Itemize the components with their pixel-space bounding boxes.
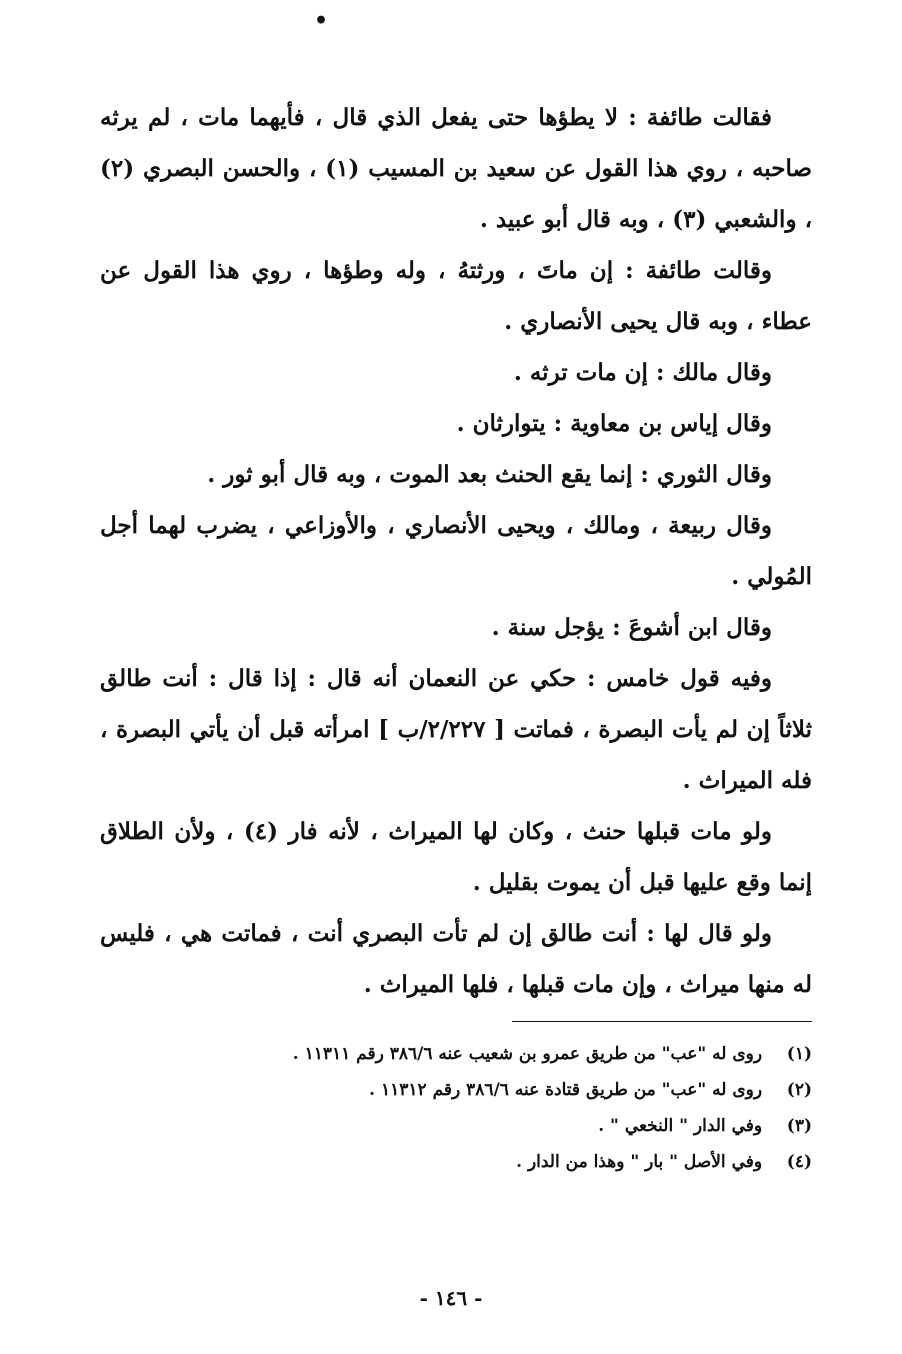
paragraph-9: ولو مات قبلها حنث ، وكان لها الميراث ، لأنه فار (٤) ، ولأن الطلاق إنما وقع عليها قبل أن يموت بقليل .	[100, 818, 812, 896]
page-number: - ١٤٦ -	[419, 1286, 483, 1310]
paragraph-3: وقال مالك : إن مات ترثه .	[513, 359, 772, 386]
footnote-divider	[512, 1021, 812, 1022]
footnote-number: (٢)	[786, 1080, 812, 1100]
footnote-3	[100, 1108, 812, 1144]
paragraph-7: وقال ابن أشوعَ : يؤجل سنة .	[491, 614, 772, 641]
top-dot-mark: •	[314, 8, 329, 34]
paragraph-8: وفيه قول خامس : حكي عن النعمان أنه قال : إذا قال : أنت طالق ثلاثاً إن لم يأت البصرة ، فماتت [ ٢/٢٢٧/ب ] امرأته قبل أن يأتي البصرة ، فله الميراث .	[100, 665, 812, 794]
footnote-text: روى له "عب" من طريق عمرو بن شعيب عنه ٣٨٦/٦ رقم ١١٣١١ .	[292, 1044, 763, 1064]
footnote-4	[100, 1144, 812, 1180]
footnote-number: (٣)	[786, 1116, 812, 1136]
footnote-number: (٤)	[786, 1152, 812, 1172]
paragraph-5: وقال الثوري : إنما يقع الحنث بعد الموت ، وبه قال أبو ثور .	[207, 461, 772, 488]
footnotes	[100, 1036, 812, 1180]
footnote-2	[100, 1072, 812, 1108]
paragraph-4: وقال إياس بن معاوية : يتوارثان .	[456, 410, 772, 437]
paragraph-6: وقال ربيعة ، ومالك ، ويحيى الأنصاري ، والأوزاعي ، يضرب لهما أجل المُولي .	[100, 512, 812, 590]
footnote-1	[100, 1036, 812, 1072]
paragraph-10: ولو قال لها : أنت طالق إن لم تأت البصري أنت ، فماتت هي ، فليس له منها ميراث ، وإن مات قبلها ، فلها الميراث .	[100, 920, 812, 998]
footnote-text: وفي الدار " النخعي " .	[598, 1116, 763, 1136]
main-text	[100, 92, 812, 1010]
footnote-text: روى له "عب" من طريق قتادة عنه ٣٨٦/٦ رقم ١١٣١٢ .	[369, 1080, 763, 1100]
footnote-text: وفي الأصل " بار " وهذا من الدار .	[516, 1152, 763, 1172]
paragraph-2: وقالت طائفة : إن ماتَ ، ورثتهُ ، وله وطؤها ، روي هذا القول عن عطاء ، وبه قال يحيى الأنصاري .	[100, 257, 812, 335]
footnote-number: (١)	[786, 1044, 812, 1064]
paragraph-1: فقالت طائفة : لا يطؤها حتى يفعل الذي قال ، فأيهما مات ، لم يرثه صاحبه ، روي هذا القول عن سعيد بن المسيب (١) ، والحسن البصري (٢) ، والشعبي (٣) ، وبه قال أبو عبيد .	[100, 104, 812, 233]
